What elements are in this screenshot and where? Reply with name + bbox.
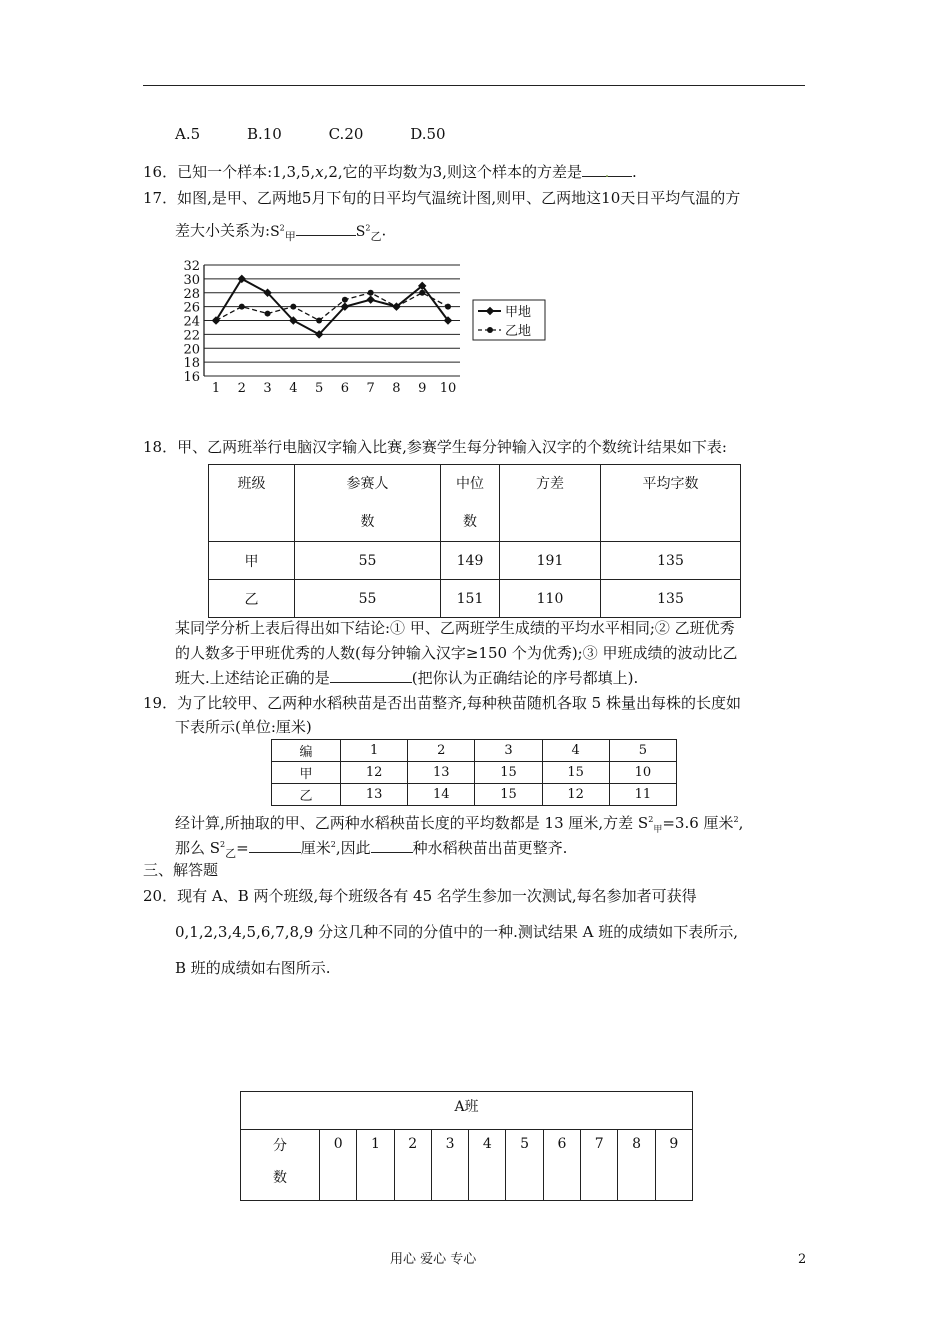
q18-answer-blank[interactable] — [330, 668, 412, 683]
s2-sup: 2 — [365, 223, 371, 232]
q19-after2-sub: 乙 — [225, 847, 237, 860]
cell: 149 — [441, 542, 500, 580]
question-19 — [143, 693, 741, 713]
header-participants-l2: 数 — [360, 514, 375, 530]
option-b: B.10 — [246, 125, 282, 143]
q19-after2-unit-sup: 2 — [330, 840, 336, 849]
q18-header-row — [209, 465, 741, 542]
table-title-row — [241, 1092, 693, 1130]
table-row — [209, 542, 741, 580]
q16-blank-dot: . — [604, 163, 610, 181]
y-tick-label: 28 — [183, 286, 200, 302]
legend-label: 乙地 — [505, 324, 532, 339]
header-average-text: 平均字数 — [642, 476, 699, 492]
s1-sup: 2 — [279, 223, 285, 232]
x-tick-label: 7 — [366, 381, 375, 396]
y-tick-label: 32 — [183, 259, 200, 274]
q16-text: 已知一个样本:1,3,5, — [177, 163, 316, 181]
x-tick-label: 4 — [289, 381, 298, 396]
table-row — [209, 580, 741, 618]
score-cell: 9 — [655, 1130, 692, 1201]
score-cell: 2 — [394, 1130, 431, 1201]
q19-after1-text: 经计算,所抽取的甲、乙两种水稻秧苗长度的平均数都是 13 厘米,方差 S — [175, 814, 649, 832]
series-point-yi — [393, 304, 399, 310]
score-cell: 0 — [320, 1130, 357, 1201]
cell: 11 — [609, 784, 676, 806]
q18-after1: 某同学分析上表后得出如下结论:① 甲、乙两班学生成绩的平均水平相同;② 乙班优秀 — [175, 619, 735, 637]
q18-after3-pre: 班大.上述结论正确的是 — [175, 669, 330, 687]
q18-intro: 甲、乙两班举行电脑汉字输入比赛,参赛学生每分钟输入汉字的个数统计结果如下表: — [177, 438, 727, 456]
cell: 乙 — [272, 784, 341, 806]
q16-var: x — [315, 163, 324, 181]
series-point-jia — [366, 295, 374, 303]
cell: 13 — [408, 762, 475, 784]
option-d: D.50 — [410, 125, 446, 143]
cell: 15 — [475, 762, 542, 784]
q16-number: 16． — [143, 163, 178, 181]
series-point-yi — [342, 297, 348, 303]
score-cell: 8 — [618, 1130, 655, 1201]
temperature-line-chart — [170, 258, 560, 400]
q20-number: 20． — [143, 887, 178, 905]
q19-after2 — [175, 835, 567, 864]
y-tick-label: 16 — [183, 370, 200, 385]
series-point-yi — [368, 290, 374, 296]
series-point-yi — [290, 304, 296, 310]
cell: 5 — [609, 740, 676, 762]
score-cell: 1 — [357, 1130, 394, 1201]
table-row — [272, 740, 677, 762]
header-participants-l1: 参赛人 — [346, 476, 389, 492]
cell: 12 — [341, 762, 408, 784]
cell: 135 — [601, 542, 741, 580]
table-title: A班 — [241, 1092, 693, 1130]
q16-answer-blank[interactable] — [582, 162, 632, 181]
q18-after3 — [175, 668, 638, 688]
x-tick-label: 1 — [211, 381, 221, 396]
q19-variance-blank[interactable] — [249, 838, 301, 853]
q19-table — [271, 739, 677, 806]
q19-after2-pre: 那么 S — [175, 839, 221, 857]
series-point-yi — [213, 318, 219, 324]
row-label-l1: 分 — [273, 1138, 287, 1154]
series-point-yi — [239, 304, 245, 310]
cell: 110 — [500, 580, 601, 618]
cell: 乙 — [209, 580, 295, 618]
cell: 3 — [475, 740, 542, 762]
q19-after2-mid: ,因此 — [335, 839, 371, 857]
series-point-yi — [445, 304, 451, 310]
table-row — [272, 784, 677, 806]
q19-line1: 为了比较甲、乙两种水稻秧苗是否出苗整齐,每种秧苗随机各取 5 株量出每株的长度如 — [177, 694, 741, 712]
y-tick-label: 24 — [183, 314, 200, 330]
q20-a-class-table — [240, 1091, 693, 1201]
header-variance-text: 方差 — [536, 476, 564, 492]
header-class-text: 班级 — [237, 476, 266, 492]
cell: 135 — [601, 580, 741, 618]
footer-slogan: 用心 爱心 专心 — [390, 1252, 477, 1267]
score-cell: 7 — [581, 1130, 618, 1201]
cell: 4 — [542, 740, 609, 762]
header-median-l1: 中位 — [456, 476, 484, 492]
scores-row — [241, 1130, 693, 1201]
x-tick-label: 3 — [263, 381, 272, 396]
header-variance — [500, 465, 601, 542]
q19-after1-end-sup: 2 — [733, 815, 739, 824]
q18-number: 18． — [143, 438, 178, 456]
q19-after1-end: =3.6 厘米 — [662, 814, 734, 832]
y-tick-label: 18 — [183, 356, 200, 372]
q17-line2: 差大小关系为: — [175, 221, 271, 240]
s2-sub: 乙 — [370, 229, 382, 243]
x-tick-label: 9 — [418, 381, 427, 396]
q17-end: . — [381, 221, 387, 240]
x-tick-label: 2 — [237, 381, 246, 396]
question-17-line1 — [143, 188, 740, 208]
q19-after2-sup: 2 — [220, 840, 226, 849]
x-tick-label: 10 — [439, 381, 457, 396]
q19-after1-sub: 甲 — [653, 825, 663, 835]
q20-line2: 0,1,2,3,4,5,6,7,8,9 分这几种不同的分值中的一种.测试结果 A 班的成绩如下表所示, — [175, 923, 739, 941]
legend-marker-yi — [487, 327, 493, 333]
q20-line3: B 班的成绩如右图所示. — [175, 959, 331, 977]
q17-line1: 如图,是甲、乙两地5月下旬的日平均气温统计图,则甲、乙两地这10天日平均气温的方 — [177, 189, 741, 207]
q20-line1: 现有 A、B 两个班级,每个班级各有 45 名学生参加一次测试,每名参加者可获得 — [177, 887, 697, 905]
y-tick-label: 30 — [183, 272, 200, 288]
q19-after1-sup: 2 — [648, 815, 654, 824]
question-17-line2 — [175, 218, 386, 246]
header-median — [441, 465, 500, 542]
score-cell: 4 — [469, 1130, 506, 1201]
s1-letter: S — [270, 223, 280, 240]
q17-answer-blank[interactable] — [296, 221, 356, 236]
q19-after2-end: 种水稻秧苗出苗更整齐. — [412, 839, 568, 857]
cell: 14 — [408, 784, 475, 806]
x-tick-label: 8 — [392, 381, 401, 396]
cell: 13 — [341, 784, 408, 806]
q17-number: 17． — [143, 189, 178, 207]
option-a: A.5 — [175, 125, 201, 143]
q19-type-blank[interactable] — [371, 838, 413, 853]
score-cell: 3 — [431, 1130, 468, 1201]
section-3-title: 三、解答题 — [143, 861, 219, 879]
legend-label: 甲地 — [505, 305, 532, 320]
q18-after2: 的人数多于甲班优秀的人数(每分钟输入汉字≥150 个为优秀);③ 甲班成绩的波动比乙 — [175, 644, 738, 662]
row-label — [241, 1130, 320, 1201]
cell: 55 — [295, 580, 441, 618]
cell: 甲 — [272, 762, 341, 784]
q18-table — [208, 464, 741, 618]
y-tick-label: 20 — [183, 342, 200, 358]
header-median-l2: 数 — [463, 514, 477, 530]
y-tick-label: 26 — [183, 300, 200, 316]
y-tick-label: 22 — [183, 328, 200, 344]
q19-after2-unit: 厘米 — [300, 839, 331, 857]
s-jia — [270, 223, 296, 243]
score-cell: 6 — [543, 1130, 580, 1201]
cell: 编 — [272, 740, 341, 762]
cell: 15 — [542, 762, 609, 784]
cell: 12 — [542, 784, 609, 806]
x-tick-label: 5 — [314, 381, 324, 396]
q16-text2: ,2,它的平均数为3,则这个样本的方差是 — [323, 163, 582, 181]
q16-end: . — [631, 163, 637, 181]
header-rule — [143, 85, 805, 86]
table-row — [272, 762, 677, 784]
cell: 55 — [295, 542, 441, 580]
s-yi — [355, 223, 382, 243]
cell: 151 — [441, 580, 500, 618]
score-cell: 5 — [506, 1130, 543, 1201]
q15-options — [175, 124, 488, 144]
q19-after1-comma: , — [738, 814, 744, 832]
cell: 15 — [475, 784, 542, 806]
header-class — [209, 465, 295, 542]
option-c: C.20 — [328, 125, 364, 143]
header-participants — [295, 465, 441, 542]
row-label-l2: 数 — [273, 1170, 287, 1186]
q19-number: 19． — [143, 694, 178, 712]
header-average — [601, 465, 741, 542]
cell: 1 — [341, 740, 408, 762]
x-tick-label: 6 — [340, 381, 350, 396]
cell: 10 — [609, 762, 676, 784]
question-18 — [143, 437, 727, 457]
page-number: 2 — [798, 1252, 807, 1267]
question-16 — [143, 162, 637, 182]
series-point-yi — [419, 290, 425, 296]
q18-after3-post: (把你认为正确结论的序号都填上). — [411, 669, 639, 687]
cell: 2 — [408, 740, 475, 762]
s2-letter: S — [355, 223, 366, 240]
series-point-yi — [316, 318, 322, 324]
q19-line2: 下表所示(单位:厘米) — [175, 718, 312, 736]
question-20 — [143, 886, 697, 906]
cell: 甲 — [209, 542, 295, 580]
s1-sub: 甲 — [284, 229, 296, 243]
series-point-yi — [265, 311, 271, 317]
q19-after2-eq: = — [236, 839, 249, 857]
cell: 191 — [500, 542, 601, 580]
